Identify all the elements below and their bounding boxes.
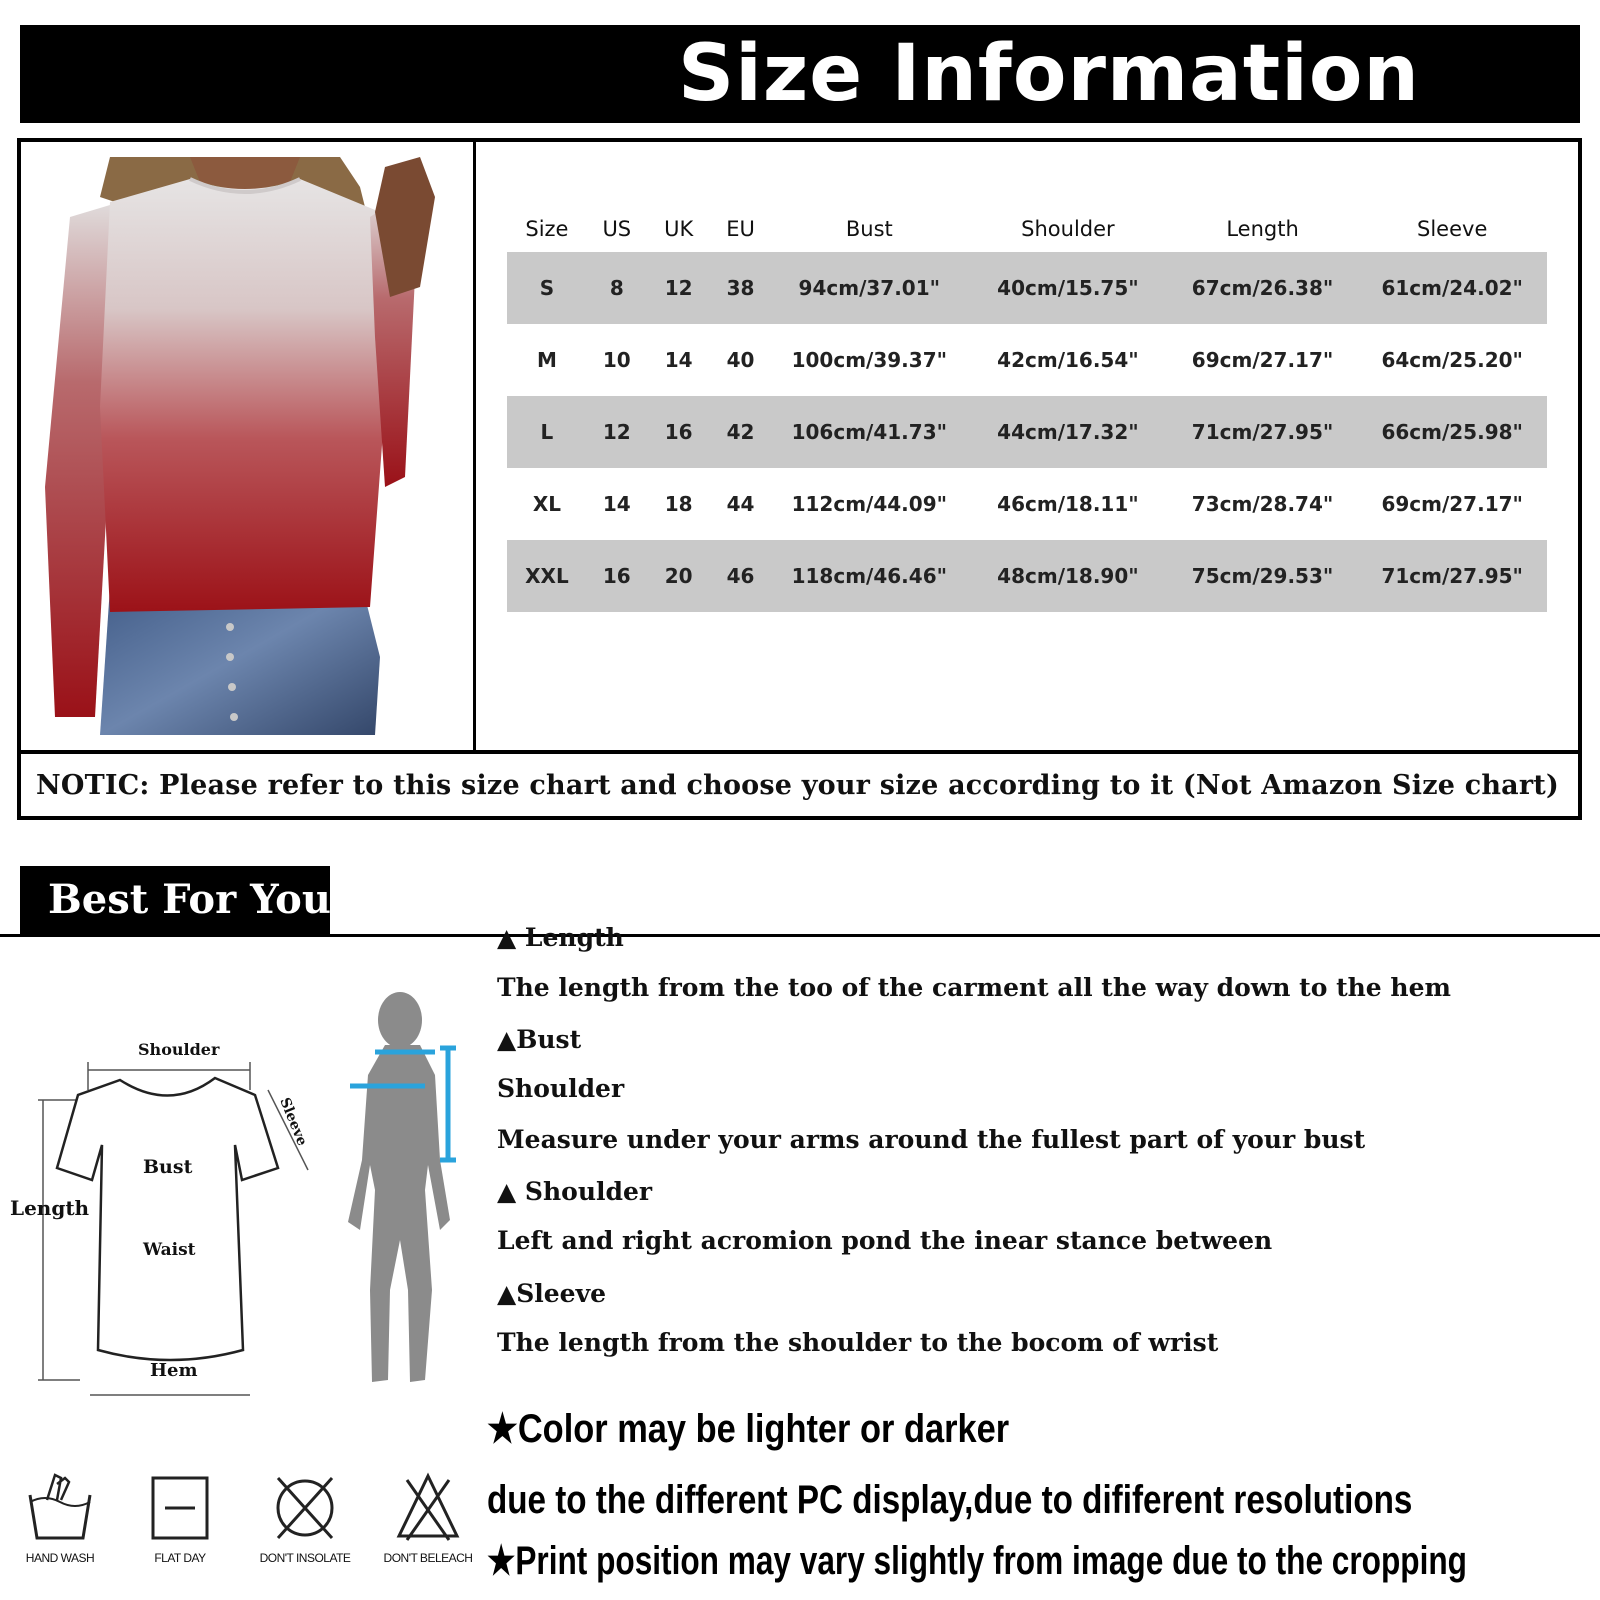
cell-eu: 42 — [726, 420, 755, 444]
care-do-not-tumble — [250, 1470, 360, 1595]
hand-wash-icon — [25, 1470, 95, 1545]
care-label-do-not-tumble: DON'T INSOLATE — [259, 1551, 351, 1565]
cell-bust: 100cm/39.37" — [791, 348, 948, 372]
cell-bust: 106cm/41.73" — [791, 420, 948, 444]
cell-uk: 12 — [664, 276, 693, 300]
cell-eu: 40 — [726, 348, 755, 372]
cell-shoulder: 40cm/15.75" — [997, 276, 1139, 300]
cell-size: M — [536, 348, 557, 372]
header-length: Length — [1226, 216, 1299, 241]
care-flat-dry — [125, 1470, 235, 1595]
do-not-bleach-icon — [393, 1470, 463, 1545]
table-row — [507, 468, 1547, 540]
header-shoulder: Shoulder — [1021, 216, 1115, 241]
best-for-you-title: Best For You — [48, 876, 331, 923]
cell-sleeve: 61cm/24.02" — [1381, 276, 1523, 300]
definition-heading-shoulder: ▲ Shoulder — [497, 1177, 653, 1206]
care-label-hand-wash: HAND WASH — [25, 1551, 95, 1565]
header-us: US — [602, 216, 632, 241]
header-uk: UK — [664, 216, 694, 241]
definition-text-shoulder-stray: Shoulder — [497, 1074, 625, 1103]
care-do-not-bleach — [373, 1470, 483, 1595]
cell-eu: 44 — [726, 492, 755, 516]
cell-uk: 18 — [664, 492, 693, 516]
cell-uk: 14 — [664, 348, 693, 372]
note-print-position: ★Print position may vary slightly from image due to the cropping — [487, 1539, 1467, 1583]
diagram-label-hem: Hem — [150, 1360, 198, 1381]
definition-heading-length: ▲ Length — [497, 923, 624, 952]
diagram-label-length: Length — [10, 1196, 90, 1220]
tshirt-measurement-diagram — [10, 1040, 340, 1430]
cell-eu: 38 — [726, 276, 755, 300]
cell-sleeve: 66cm/25.98" — [1381, 420, 1523, 444]
cell-us: 8 — [609, 276, 624, 300]
cell-size: XXL — [525, 564, 569, 588]
table-row — [507, 540, 1547, 612]
header-banner — [20, 25, 1580, 123]
diagram-label-shoulder: Shoulder — [138, 1040, 220, 1059]
size-notice: NOTIC: Please refer to this size chart and choose your size according to it (Not Amazon Size chart) — [36, 770, 1559, 801]
cell-us: 12 — [602, 420, 631, 444]
cell-sleeve: 69cm/27.17" — [1381, 492, 1523, 516]
cell-length: 67cm/26.38" — [1191, 276, 1334, 300]
frame-divider-vertical — [473, 138, 476, 753]
care-label-do-not-bleach: DON'T BELEACH — [383, 1551, 473, 1565]
cell-shoulder: 42cm/16.54" — [997, 348, 1139, 372]
care-hand-wash — [5, 1470, 115, 1595]
body-measurement-silhouette — [340, 990, 480, 1410]
frame-divider-horizontal — [17, 750, 1582, 754]
cell-sleeve: 71cm/27.95" — [1381, 564, 1523, 588]
cell-size: L — [540, 420, 554, 444]
cell-length: 69cm/27.17" — [1191, 348, 1334, 372]
definition-heading-bust: ▲Bust — [497, 1025, 582, 1054]
note-display: due to the different PC display,due to dififerent resolutions — [487, 1478, 1413, 1522]
table-row — [507, 324, 1547, 396]
cell-shoulder: 44cm/17.32" — [997, 420, 1139, 444]
cell-bust: 112cm/44.09" — [791, 492, 948, 516]
cell-us: 14 — [602, 492, 631, 516]
header-eu: EU — [726, 216, 755, 241]
cell-uk: 16 — [664, 420, 693, 444]
care-label-flat-dry: FLAT DAY — [154, 1551, 206, 1565]
cell-eu: 46 — [726, 564, 755, 588]
cell-uk: 20 — [664, 564, 693, 588]
flat-dry-icon — [145, 1470, 215, 1545]
definition-text-bust: Measure under your arms around the fullest part of your bust — [497, 1125, 1366, 1154]
diagram-label-bust: Bust — [143, 1156, 193, 1178]
cell-sleeve: 64cm/25.20" — [1381, 348, 1523, 372]
cell-size: S — [539, 276, 555, 300]
size-table — [507, 205, 1547, 612]
cell-bust: 118cm/46.46" — [791, 564, 948, 588]
cell-shoulder: 46cm/18.11" — [997, 492, 1139, 516]
cell-length: 73cm/28.74" — [1191, 492, 1334, 516]
diagram-label-waist: Waist — [143, 1240, 196, 1260]
cell-bust: 94cm/37.01" — [798, 276, 941, 300]
table-row — [507, 396, 1547, 468]
table-row — [507, 252, 1547, 324]
page-title: Size Information — [678, 29, 1420, 119]
definition-heading-sleeve: ▲Sleeve — [497, 1279, 607, 1308]
cell-length: 75cm/29.53" — [1191, 564, 1334, 588]
cell-us: 10 — [602, 348, 631, 372]
cell-length: 71cm/27.95" — [1191, 420, 1334, 444]
definition-text-length: The length from the too of the carment all the way down to the hem — [497, 973, 1451, 1002]
section-rule — [0, 934, 1600, 937]
definition-text-shoulder: Left and right acromion pond the inear stance between — [497, 1226, 1273, 1255]
do-not-tumble-icon — [270, 1470, 340, 1545]
cell-shoulder: 48cm/18.90" — [997, 564, 1139, 588]
header-size: Size — [525, 216, 569, 241]
size-table-header-row — [507, 205, 1547, 252]
definition-text-sleeve: The length from the shoulder to the bocom of wrist — [497, 1328, 1219, 1357]
best-for-you-tab — [20, 866, 330, 936]
cell-size: XL — [532, 492, 561, 516]
note-color: ★Color may be lighter or darker — [487, 1407, 1010, 1451]
header-sleeve: Sleeve — [1417, 216, 1488, 241]
diagram-label-sleeve: Sleeve — [276, 1095, 310, 1149]
product-photo — [40, 157, 450, 735]
header-bust: Bust — [845, 216, 893, 241]
cell-us: 16 — [602, 564, 631, 588]
